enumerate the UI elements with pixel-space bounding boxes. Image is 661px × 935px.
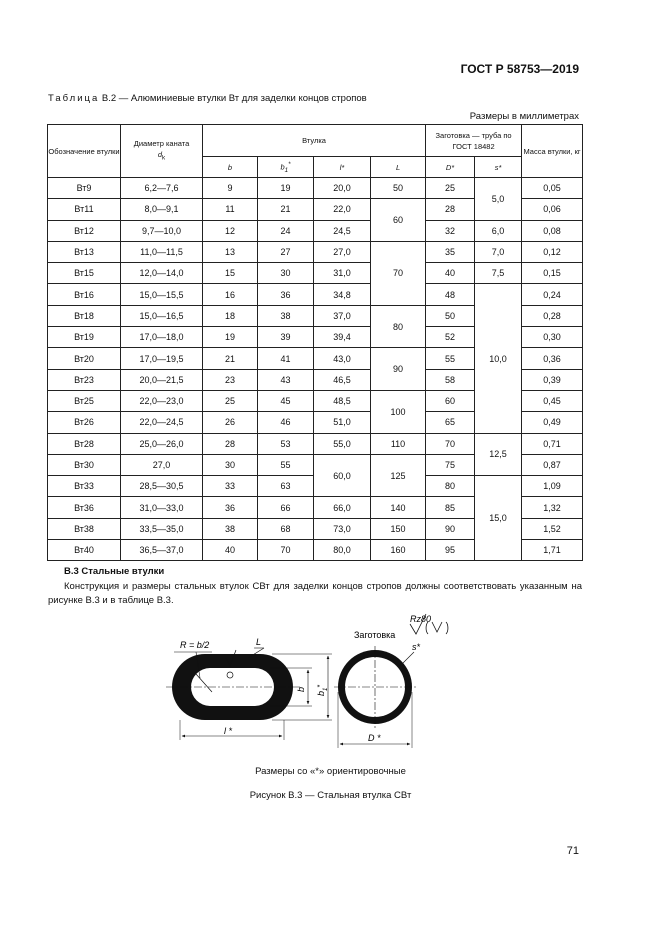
cell: 25: [203, 390, 258, 411]
cell: Вт19: [48, 327, 121, 348]
cell: 24,5: [314, 220, 371, 241]
cell: 0,45: [522, 390, 583, 411]
label-s: s*: [412, 642, 421, 652]
cell: 0,87: [522, 454, 583, 475]
cell: 1,32: [522, 497, 583, 518]
header-s: s*: [475, 157, 522, 178]
cell: 28,5—30,5: [121, 476, 203, 497]
bushing-table: [47, 124, 583, 561]
cell: 16: [203, 284, 258, 305]
table-row: [48, 241, 583, 262]
header-L: L: [371, 157, 426, 178]
cell: 160: [371, 540, 426, 561]
cell: 25: [426, 178, 475, 199]
figure-note: Размеры со «*» ориентировочные: [255, 766, 406, 777]
cell: 70: [371, 241, 426, 305]
cell: Вт20: [48, 348, 121, 369]
cell: 10,0: [475, 284, 522, 433]
steel-bushing-figure: [160, 608, 480, 768]
cell: 55,0: [314, 433, 371, 454]
cell: 24: [258, 220, 314, 241]
cell: 7,0: [475, 241, 522, 262]
header-D: D*: [426, 157, 475, 178]
cell: 85: [426, 497, 475, 518]
cell: 39,4: [314, 327, 371, 348]
document-code: ГОСТ Р 58753—2019: [460, 62, 579, 76]
cell: 36: [203, 497, 258, 518]
cell: 150: [371, 518, 426, 539]
cell: 0,28: [522, 305, 583, 326]
label-b1: [316, 685, 329, 696]
header-b1-sub: 1: [284, 166, 289, 174]
cell: 30: [203, 454, 258, 475]
header-b1-star: *: [288, 160, 291, 168]
cell: 80: [426, 476, 475, 497]
cell: 43,0: [314, 348, 371, 369]
cell: 41: [258, 348, 314, 369]
cell: 23: [203, 369, 258, 390]
s-leader: [400, 652, 414, 666]
cell: 33,5—35,0: [121, 518, 203, 539]
cell: 66: [258, 497, 314, 518]
cell: 11: [203, 199, 258, 220]
cell: 1,09: [522, 476, 583, 497]
table-row: [48, 433, 583, 454]
cell: 63: [258, 476, 314, 497]
cell: 12: [203, 220, 258, 241]
cell: Вт15: [48, 263, 121, 284]
cell: 0,39: [522, 369, 583, 390]
cell: 38: [203, 518, 258, 539]
cell: 31,0—33,0: [121, 497, 203, 518]
cell: 65: [426, 412, 475, 433]
cell: 22,0—23,0: [121, 390, 203, 411]
page-number: 71: [566, 845, 579, 857]
cell: 37,0: [314, 305, 371, 326]
cell: 22,0—24,5: [121, 412, 203, 433]
table-row: [48, 263, 583, 284]
cell: 20,0: [314, 178, 371, 199]
table-row: [48, 220, 583, 241]
cell: 46,5: [314, 369, 371, 390]
blank-tube-view: [334, 614, 448, 748]
cell: 27,0: [121, 454, 203, 475]
cell: 0,12: [522, 241, 583, 262]
cell: Вт30: [48, 454, 121, 475]
label-b1-symbol: b: [316, 690, 326, 696]
cell: 28: [203, 433, 258, 454]
header-rope-diameter-text: Диаметр каната: [133, 139, 190, 149]
cell: 12,0—14,0: [121, 263, 203, 284]
cell: 68: [258, 518, 314, 539]
cell: 40: [203, 540, 258, 561]
cell: 36: [258, 284, 314, 305]
cell: 43: [258, 369, 314, 390]
cell: Вт26: [48, 412, 121, 433]
label-l: l *: [224, 726, 233, 736]
cell: 9,7—10,0: [121, 220, 203, 241]
cell: 27,0: [314, 241, 371, 262]
header-rope-diameter-symbol: d: [157, 150, 163, 160]
cell: 20,0—21,5: [121, 369, 203, 390]
figure-caption: Рисунок В.3 — Стальная втулка СВт: [249, 790, 412, 801]
cell: 52: [426, 327, 475, 348]
label-b: b: [296, 686, 306, 692]
cell: 32: [426, 220, 475, 241]
cell: Вт23: [48, 369, 121, 390]
header-l: l*: [314, 157, 371, 178]
table-row: [48, 284, 583, 305]
cell: 27: [258, 241, 314, 262]
cell: 58: [426, 369, 475, 390]
cell: 48,5: [314, 390, 371, 411]
cell: 1,52: [522, 518, 583, 539]
cell: 48: [426, 284, 475, 305]
section-title: В.3 Стальные втулки: [64, 566, 165, 577]
cell: 25,0—26,0: [121, 433, 203, 454]
cell: 110: [371, 433, 426, 454]
section-paragraph: Конструкция и размеры стальных втулок СВт для заделки концов стропов должны соответствовать указанным на рисунке В.3 и в таблице В.3.: [48, 581, 582, 606]
cell: Вт18: [48, 305, 121, 326]
cell: 13: [203, 241, 258, 262]
cell: 55: [426, 348, 475, 369]
label-D: D *: [368, 733, 381, 743]
cell: 0,05: [522, 178, 583, 199]
cell: 34,8: [314, 284, 371, 305]
cell: Вт40: [48, 540, 121, 561]
cell: 8,0—9,1: [121, 199, 203, 220]
cell: 0,15: [522, 263, 583, 284]
cell: 18: [203, 305, 258, 326]
table-caption: [48, 93, 367, 104]
cell: 60: [371, 199, 426, 242]
cell: 0,71: [522, 433, 583, 454]
cell: 6,0: [475, 220, 522, 241]
cell: Вт11: [48, 199, 121, 220]
cell: 50: [426, 305, 475, 326]
cell: 0,08: [522, 220, 583, 241]
cell: 140: [371, 497, 426, 518]
label-blank: Заготовка: [354, 630, 396, 640]
label-radius: R = b/2: [180, 640, 210, 650]
header-b1: [258, 157, 314, 178]
cell: Вт16: [48, 284, 121, 305]
cell: 100: [371, 390, 426, 433]
label-b1-sub: 1: [323, 687, 329, 691]
cell: 95: [426, 540, 475, 561]
cell: 15,0—15,5: [121, 284, 203, 305]
cell: 125: [371, 454, 426, 497]
cell: 80,0: [314, 540, 371, 561]
cell: 0,49: [522, 412, 583, 433]
cell: Вт13: [48, 241, 121, 262]
header-rope-diameter: [121, 125, 203, 178]
cell: 9: [203, 178, 258, 199]
table-units-note: Размеры в миллиметрах: [469, 111, 579, 122]
cell: 70: [258, 540, 314, 561]
cell: Вт38: [48, 518, 121, 539]
cell: 39: [258, 327, 314, 348]
cell: 40: [426, 263, 475, 284]
cell: 19: [203, 327, 258, 348]
cell: 0,06: [522, 199, 583, 220]
cell: 66,0: [314, 497, 371, 518]
cell: 60: [426, 390, 475, 411]
header-rope-diameter-sub: k: [162, 154, 166, 162]
header-mass: Масса втулки, кг: [522, 125, 583, 178]
cell: 53: [258, 433, 314, 454]
cell: 38: [258, 305, 314, 326]
cell: 21: [258, 199, 314, 220]
cell: 15,0—16,5: [121, 305, 203, 326]
cell: Вт12: [48, 220, 121, 241]
cell: 55: [258, 454, 314, 475]
table-caption-prefix: Таблица: [48, 93, 100, 104]
cell: 51,0: [314, 412, 371, 433]
cell: 60,0: [314, 454, 371, 497]
cell: 28: [426, 199, 475, 220]
cell: 80: [371, 305, 426, 348]
cell: 31,0: [314, 263, 371, 284]
roughness-check-icon: [432, 622, 442, 632]
cell: 15: [203, 263, 258, 284]
label-roughness: Rz80: [410, 614, 432, 624]
cell: 73,0: [314, 518, 371, 539]
cell: 50: [371, 178, 426, 199]
header-b: b: [203, 157, 258, 178]
cell: 30: [258, 263, 314, 284]
cell: 33: [203, 476, 258, 497]
cell: 6,2—7,6: [121, 178, 203, 199]
cell: Вт33: [48, 476, 121, 497]
header-designation: Обозначение втулки: [48, 125, 121, 178]
cell: 19: [258, 178, 314, 199]
cell: 12,5: [475, 433, 522, 476]
cell: 11,0—11,5: [121, 241, 203, 262]
cell: Вт36: [48, 497, 121, 518]
header-b1-symbol: b: [280, 162, 285, 171]
cell: Вт25: [48, 390, 121, 411]
bushing-side-view: [166, 637, 332, 740]
cell: 0,30: [522, 327, 583, 348]
cell: 46: [258, 412, 314, 433]
cell: 75: [426, 454, 475, 475]
cell: 36,5—37,0: [121, 540, 203, 561]
table-caption-text: В.2 — Алюминиевые втулки Вт для заделки концов стропов: [99, 93, 367, 104]
cell: Вт9: [48, 178, 121, 199]
cell: 22,0: [314, 199, 371, 220]
table-row: [48, 178, 583, 199]
cell: 26: [203, 412, 258, 433]
cell: 21: [203, 348, 258, 369]
label-b1-star: *: [317, 684, 324, 688]
cell: 17,0—19,5: [121, 348, 203, 369]
cell: 17,0—18,0: [121, 327, 203, 348]
cell: 90: [426, 518, 475, 539]
label-L: L: [256, 637, 262, 647]
header-bushing: Втулка: [203, 125, 426, 157]
cell: 1,71: [522, 540, 583, 561]
cell: 0,36: [522, 348, 583, 369]
cell: 15,0: [475, 476, 522, 561]
cell: 35: [426, 241, 475, 262]
cell: 70: [426, 433, 475, 454]
cell: Вт28: [48, 433, 121, 454]
cell: 5,0: [475, 178, 522, 221]
cell: 45: [258, 390, 314, 411]
cell: 7,5: [475, 263, 522, 284]
cell: 0,24: [522, 284, 583, 305]
header-blank: Заготовка — труба по ГОСТ 18482: [426, 125, 522, 157]
cell: 90: [371, 348, 426, 391]
